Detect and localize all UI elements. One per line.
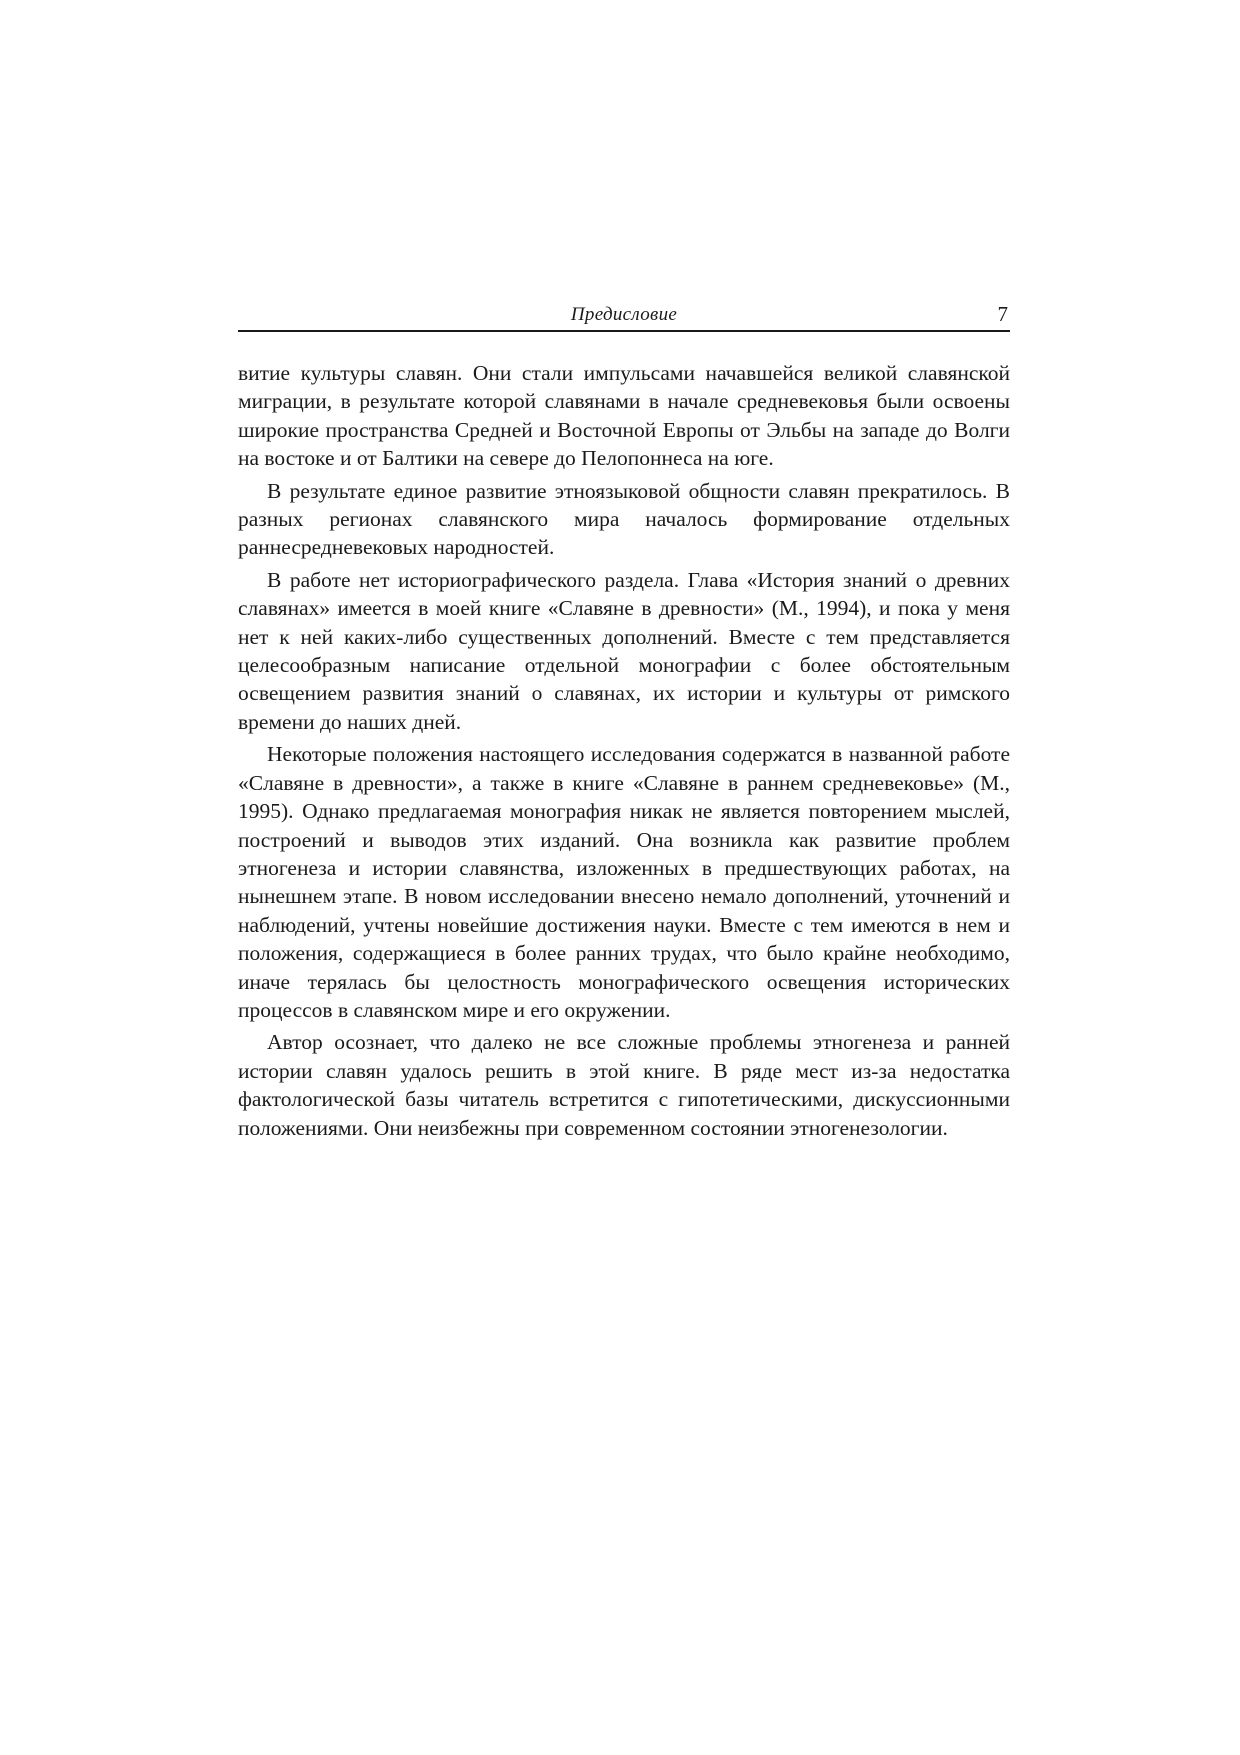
paragraph-4: Некоторые положения настоящего исследования содержатся в названной работе «Славяне в древности», а также в книге «Славяне в раннем средневековье» (М., 1995). Однако предлагаемая монография никак не является повторением мыслей, построений и выводов этих изданий. Она возникла как развитие проблем этногенеза и истории славянства, изложенных в предшествующих работах, на нынешнем этапе. В новом исследовании внесено немало дополнений, уточнений и наблюдений, учтены новейшие достижения науки. Вместе с тем имеются в нем и положения, содержащиеся в более ранних трудах, что было крайне необходимо, иначе терялась бы целостность монографического освещения исторических процессов в славянском мире и его окружении. <box>238 742 1010 1022</box>
paragraph-3: В работе нет историографического раздела. Глава «История знаний о древних славянах» имеется в моей книге «Славяне в древности» (М., 1994), и пока у меня нет к ней каких-либо существенных дополнений. Вместе с тем представляется целесообразным написание отдельной монографии с более обстоятельным освещением развития знаний о славянах, их истории и культуры от римского времени до наших дней. <box>238 567 1010 734</box>
paragraph-2: В результате единое развитие этноязыковой общности славян прекратилось. В разных регионах славянского мира началось формирование отдельных раннесредневековых народностей. <box>238 478 1010 560</box>
text-block <box>238 300 1010 1146</box>
running-title: Предисловие <box>570 304 678 325</box>
body-text <box>238 359 1010 1142</box>
running-head <box>238 300 1010 332</box>
paragraph-1: витие культуры славян. Они стали импульсами начавшейся великой славянской миграции, в результате которой славянами в начале средневековья были освоены широкие пространства Средней и Восточной Европы от Эльбы на западе до Волги на востоке и от Балтики на севере до Пелопоннеса на юге. <box>238 361 1010 471</box>
page-number: 7 <box>997 302 1008 326</box>
paragraph-5: Автор осознает, что далеко не все сложные проблемы этногенеза и ранней истории славян удалось решить в этой книге. В ряде мест из-за недостатка фактологической базы читатель встретится с гипотетическими, дискуссионными положениями. Они неизбежны при современном состоянии этногенезологии. <box>238 1030 1010 1140</box>
